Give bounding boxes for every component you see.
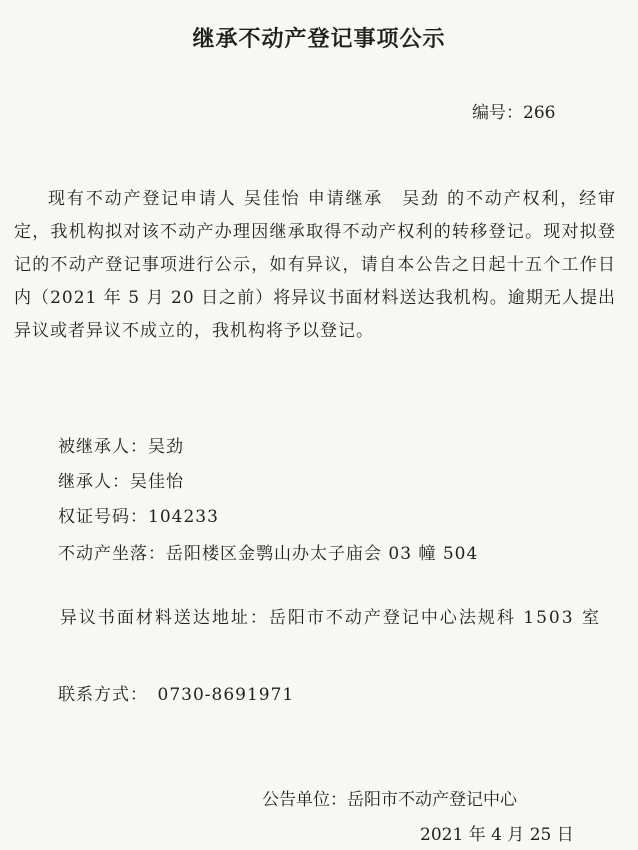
document-number: 编号：266 — [472, 103, 556, 123]
notice-title: 继承不动产登记事项公示 — [192, 27, 446, 52]
contact-line: 联系方式： 0730-8691971 — [58, 685, 295, 705]
objection-address: 异议书面材料送达地址：岳阳市不动产登记中心法规科 1503 室 — [59, 608, 601, 628]
notice-body: 现有不动产登记申请人 吴佳怡 申请继承 吴劲 的不动产权利，经审定，我机构拟对该不动产办理因继承取得不动产权利的转移登记。现对拟登记的不动产登记事项进行公示，如有异议，请自本公告之日起十五个工作日内（2021 年 5 月 20 日之前）将异议书面材料送达我机构。逾期无人提出异议或者异议不成立的，我机构将予以登记。 — [14, 189, 616, 341]
issue-date: 2021 年 4 月 25 日 — [420, 825, 574, 845]
issuing-unit: 公告单位：岳阳市不动产登记中心 — [262, 790, 517, 810]
certificate-number-line: 权证号码：104233 — [58, 507, 219, 527]
property-location-line: 不动产坐落：岳阳楼区金鹗山办太子庙会 03 幢 504 — [58, 544, 479, 564]
heir-line: 继承人：吴佳怡 — [58, 472, 184, 492]
decedent-line: 被继承人：吴劲 — [58, 437, 184, 457]
